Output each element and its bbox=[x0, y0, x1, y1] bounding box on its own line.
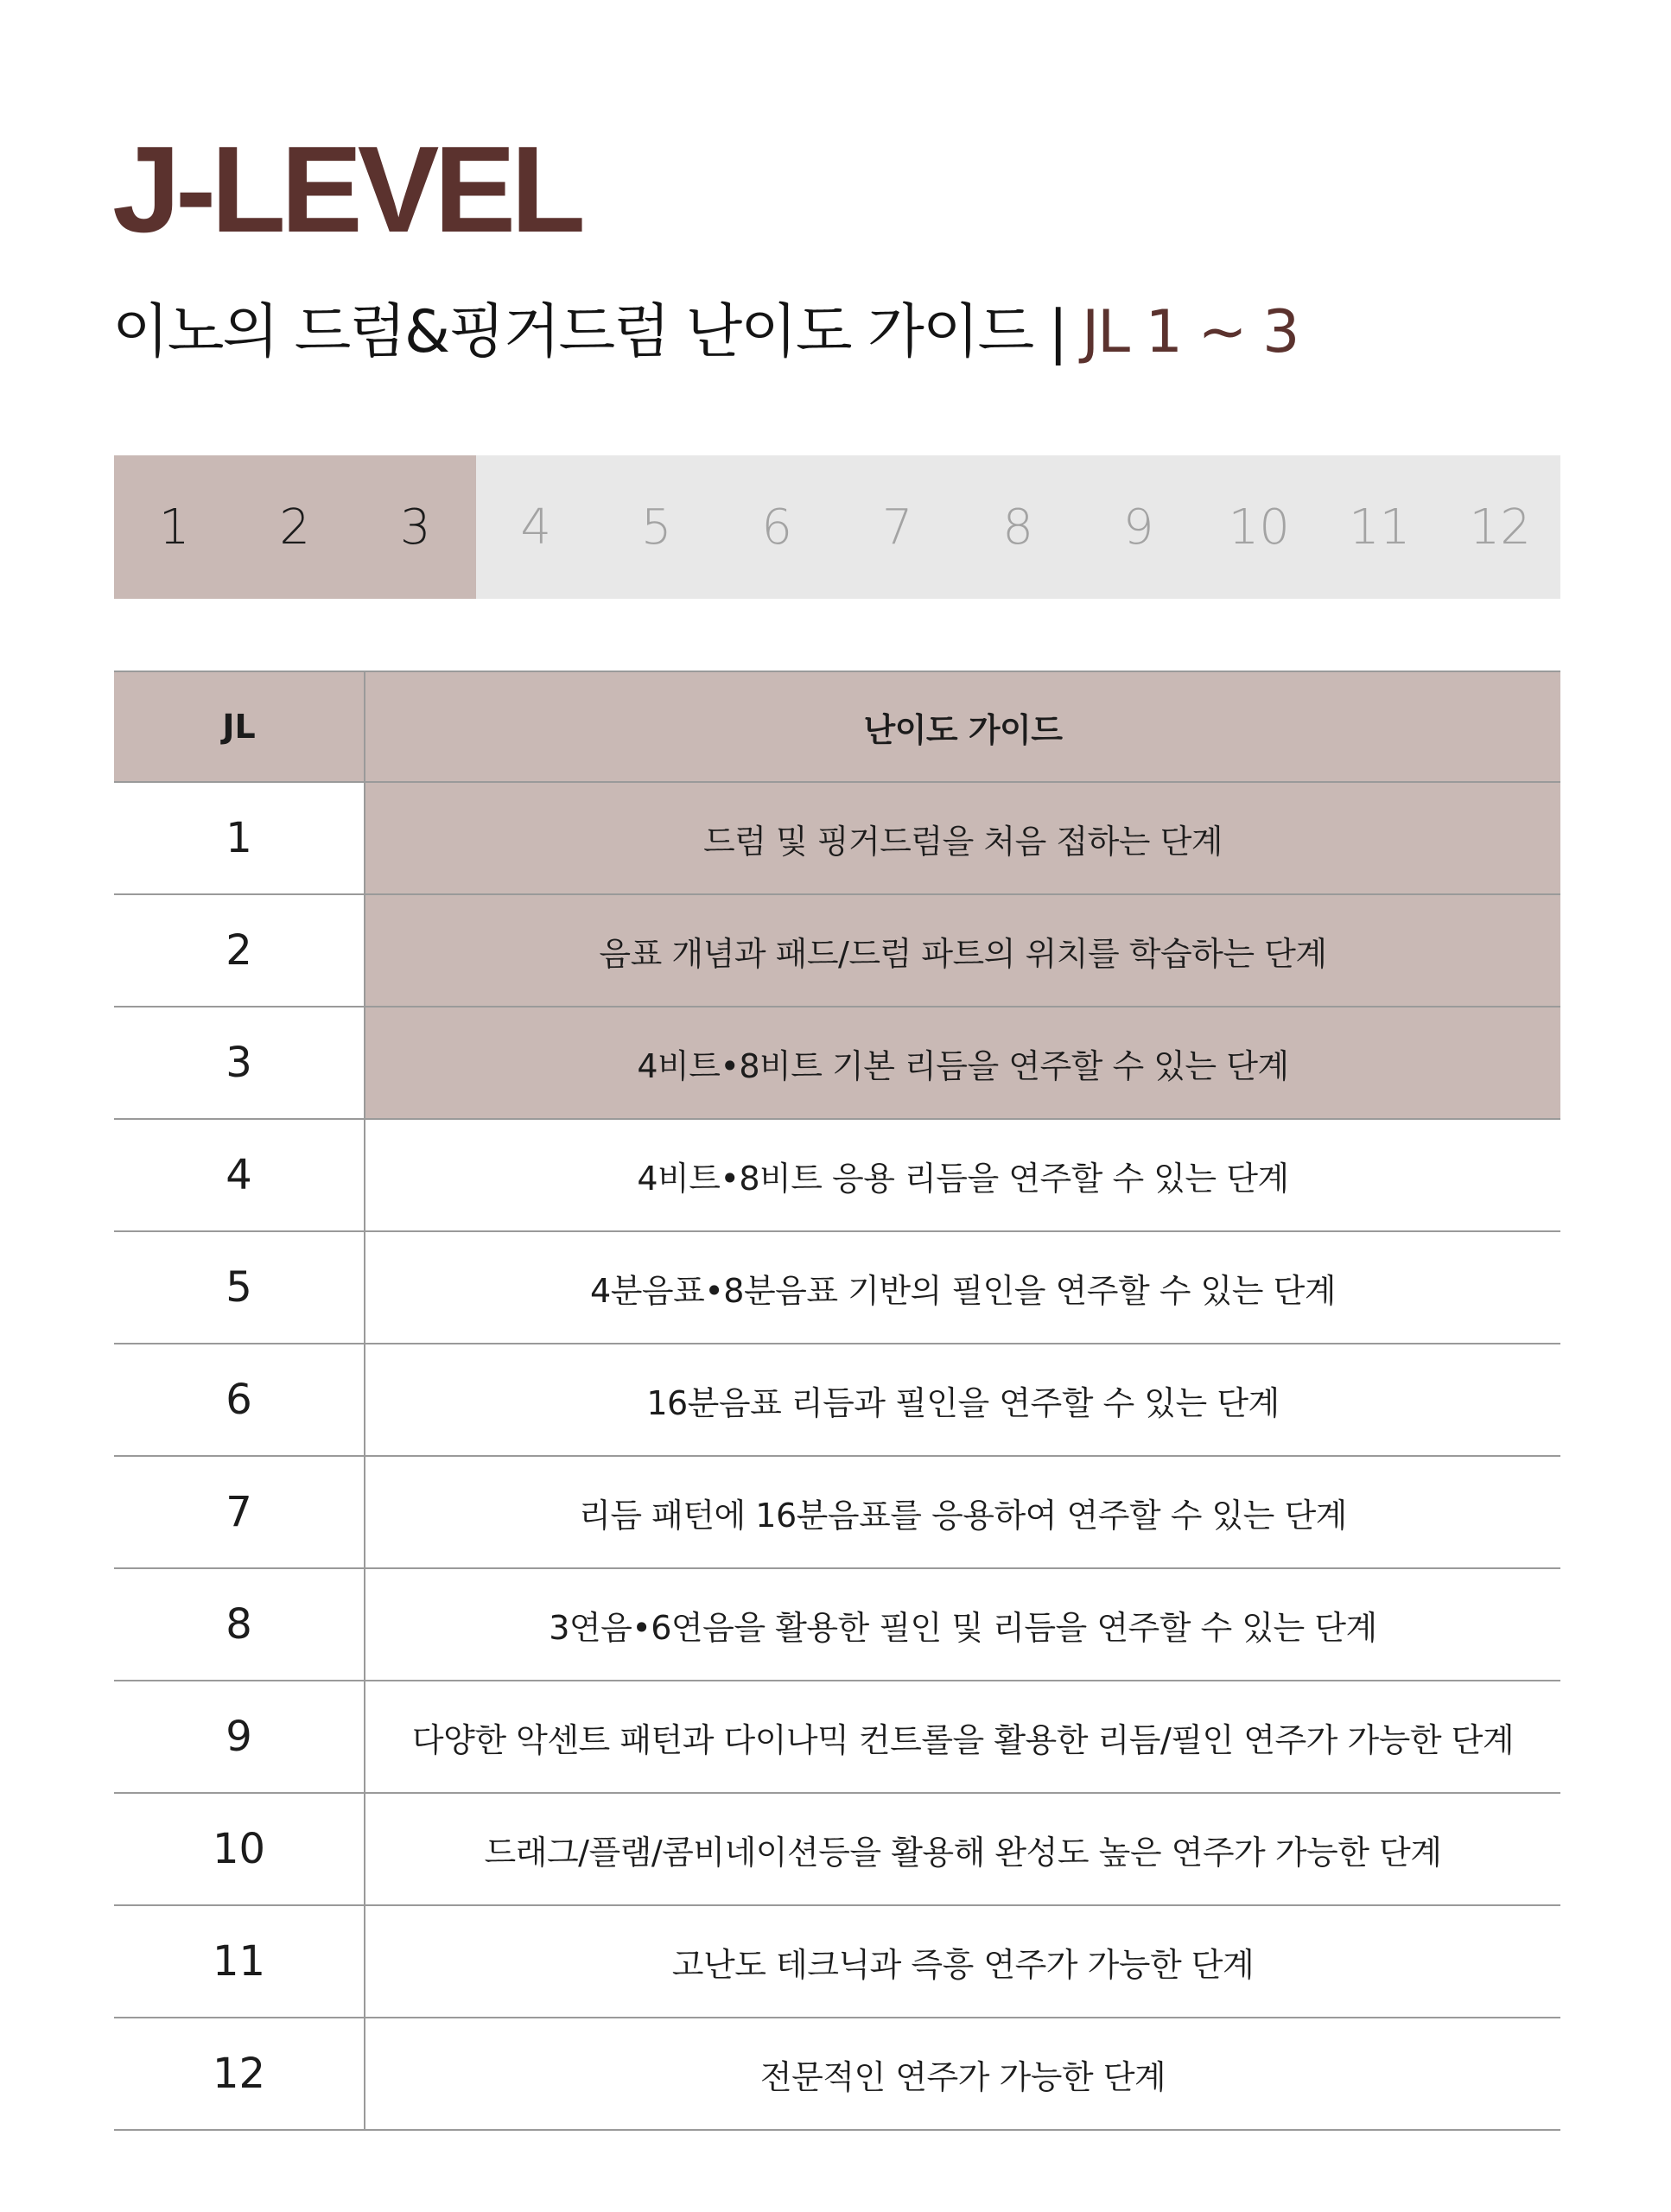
level-cell-1: 1 bbox=[114, 455, 235, 599]
table-header-row bbox=[114, 671, 1560, 783]
level-cell-2: 2 bbox=[235, 455, 356, 599]
guide-description-cell: 리듬 패턴에 16분음표를 응용하여 연주할 수 있는 단계 bbox=[579, 1496, 1347, 1535]
jl-level-cell: 12 bbox=[114, 2018, 365, 2129]
subtitle-separator: | bbox=[1048, 298, 1067, 366]
level-cell-4: 4 bbox=[520, 499, 552, 556]
subtitle-level-range: JL 1 ~ 3 bbox=[1082, 298, 1299, 366]
table-row bbox=[114, 895, 1560, 1007]
level-cell-7: 7 bbox=[881, 499, 913, 556]
level-scale-bar bbox=[114, 455, 1560, 599]
table-row bbox=[114, 783, 1560, 895]
header-guide: 난이도 가이드 bbox=[365, 672, 1560, 781]
jl-level-cell: 2 bbox=[114, 895, 365, 1006]
level-cell-3: 3 bbox=[355, 455, 476, 599]
jl-level-cell: 7 bbox=[114, 1457, 365, 1567]
table-row bbox=[114, 1232, 1560, 1344]
subtitle-main: 이노의 드럼&핑거드럼 난이도 가이드 bbox=[112, 298, 1033, 366]
level-cell-6: 6 bbox=[761, 499, 793, 556]
level-cell-10: 10 bbox=[1228, 499, 1290, 556]
jl-level-cell: 3 bbox=[114, 1007, 365, 1118]
table-row bbox=[114, 1681, 1560, 1794]
table-row bbox=[114, 1457, 1560, 1569]
guide-description-cell: 다양한 악센트 패턴과 다이나믹 컨트롤을 활용한 리듬/필인 연주가 가능한 단계 bbox=[411, 1720, 1515, 1759]
guide-description-cell: 4분음표•8분음표 기반의 필인을 연주할 수 있는 단계 bbox=[590, 1271, 1336, 1310]
level-cell-12: 12 bbox=[1469, 499, 1531, 556]
table-row bbox=[114, 1906, 1560, 2018]
table-row bbox=[114, 1794, 1560, 1906]
level-cell-11: 11 bbox=[1349, 499, 1411, 556]
table-row bbox=[114, 1344, 1560, 1457]
jl-level-cell: 8 bbox=[114, 1569, 365, 1680]
guide-description-cell: 고난도 테크닉과 즉흥 연주가 가능한 단계 bbox=[671, 1945, 1255, 1984]
guide-description-cell: 음표 개념과 패드/드럼 파트의 위치를 학습하는 단계 bbox=[365, 895, 1560, 1006]
table-row bbox=[114, 1120, 1560, 1232]
table-row bbox=[114, 1007, 1560, 1120]
guide-description-cell: 3연음•6연음을 활용한 필인 및 리듬을 연주할 수 있는 단계 bbox=[549, 1608, 1377, 1647]
guide-description-cell: 4비트•8비트 응용 리듬을 연주할 수 있는 단계 bbox=[637, 1159, 1289, 1198]
guide-description-cell: 드럼 및 핑거드럼을 처음 접하는 단계 bbox=[365, 783, 1560, 893]
jl-level-cell: 4 bbox=[114, 1120, 365, 1230]
jl-level-cell: 10 bbox=[114, 1794, 365, 1904]
jl-level-cell: 1 bbox=[114, 783, 365, 893]
level-cell-8: 8 bbox=[1002, 499, 1034, 556]
guide-description-cell: 전문적인 연주가 가능한 단계 bbox=[759, 2057, 1166, 2096]
table-row bbox=[114, 1569, 1560, 1681]
page-subtitle bbox=[112, 298, 1298, 367]
jl-level-cell: 5 bbox=[114, 1232, 365, 1343]
jl-level-cell: 11 bbox=[114, 1906, 365, 2017]
page-title: J-LEVEL bbox=[112, 121, 581, 258]
guide-description-cell: 드래그/플램/콤비네이션등을 활용해 완성도 높은 연주가 가능한 단계 bbox=[484, 1833, 1442, 1872]
difficulty-guide-table bbox=[114, 671, 1560, 2131]
guide-description-cell: 4비트•8비트 기본 리듬을 연주할 수 있는 단계 bbox=[365, 1007, 1560, 1118]
level-cell-5: 5 bbox=[640, 499, 672, 556]
table-row bbox=[114, 2018, 1560, 2131]
jl-level-cell: 6 bbox=[114, 1344, 365, 1455]
level-cell-9: 9 bbox=[1122, 499, 1154, 556]
guide-description-cell: 16분음표 리듬과 필인을 연주할 수 있는 단계 bbox=[646, 1383, 1280, 1422]
header-jl: JL bbox=[114, 672, 365, 781]
jl-level-cell: 9 bbox=[114, 1681, 365, 1792]
